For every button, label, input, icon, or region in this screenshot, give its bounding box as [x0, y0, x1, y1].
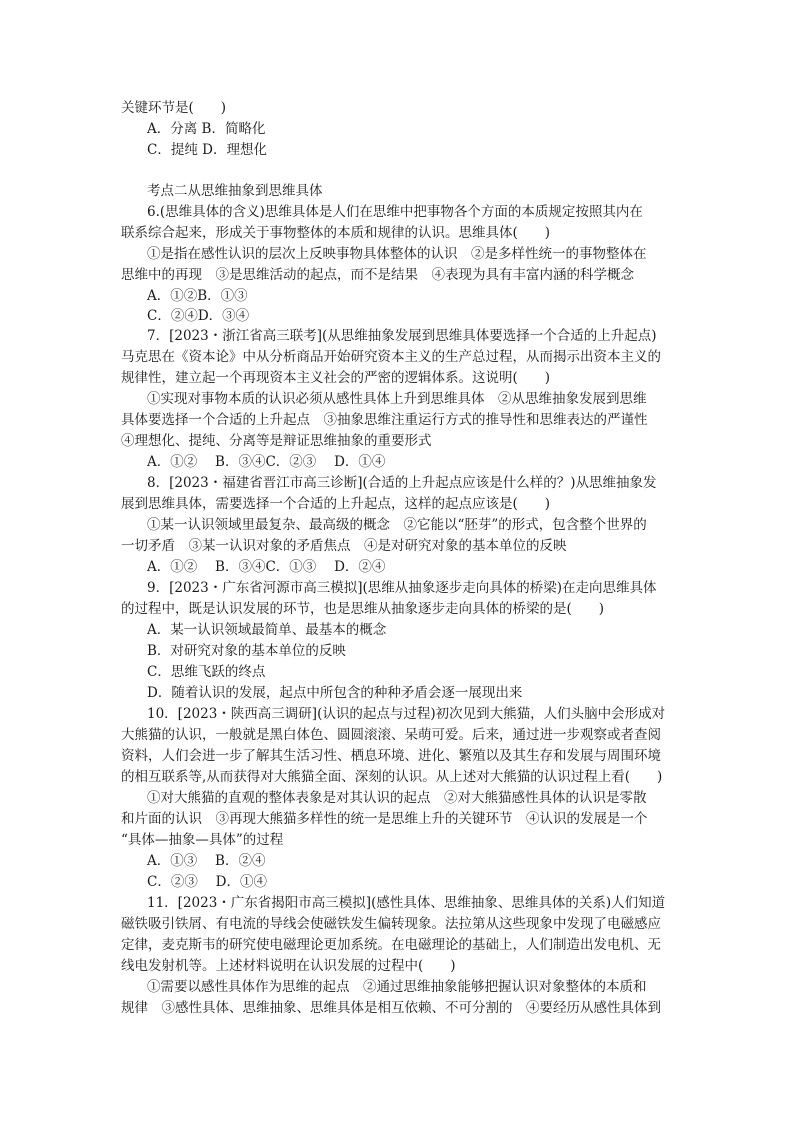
question-11-line: 11．[2023・广东省揭阳市高三模拟](感性具体、思维抽象、思维具体的关系)人们知道 — [147, 895, 666, 911]
option-d: D．随着认识的发展，起点中所包含的种种矛盾会逐一展现出来 — [147, 685, 523, 701]
question-10-line: 大熊猫的认识，一般就是黑白体色、圆圆滚滚、呆萌可爱。后来，通过进一步观察或者查阅 — [121, 727, 661, 743]
question-9-line: 9．[2023・广东省河源市高三模拟](思维从抽象逐步走向具体的桥梁)在走向思维具体 — [147, 580, 657, 596]
question-10-line: 和片面的认识 ③再现大熊猫多样性的统一是思维上升的关键环节 ④认识的发展是一个 — [121, 811, 648, 827]
option-line: C．提纯 D．理想化 — [147, 142, 267, 158]
section-title: 考点二从思维抽象到思维具体 — [147, 183, 323, 199]
option-b: B．对研究对象的基本单位的反映 — [147, 643, 346, 659]
option-line: A．①② B．③④C．①③ D．②④ — [147, 559, 386, 575]
question-6-line: ①是指在感性认识的层次上反映事物具体整体的认识 ②是多样性统一的事物整体在 — [147, 246, 647, 262]
question-7-line: 7．[2023・浙江省高三联考](从思维抽象发展到思维具体要选择一个合适的上升起点) — [147, 328, 657, 344]
option-line: A．①③ B．②④ — [147, 853, 266, 869]
question-7-line: 规律性，建立起一个再现资本主义社会的严密的逻辑体系。这说明( ) — [121, 370, 551, 386]
question-10-line: 的相互联系等,从而获得对大熊猫全面、深刻的认识。从上述对大熊猫的认识过程上看( ) — [121, 769, 663, 785]
question-8-line: ①某一认识领域里最复杂、最高级的概念 ②它能以“胚芽”的形式，包含整个世界的 — [147, 517, 647, 533]
question-11-line: 线电发射机等。上述材料说明在认识发展的过程中( ) — [121, 958, 456, 974]
question-7-line: 具体要选择一个合适的上升起点 ③抽象思维注重运行方式的推导性和思维表达的严谨性 — [121, 412, 648, 428]
question-10-line: “具体—抽象—具体”的过程 — [121, 832, 284, 848]
question-11-line: 定律，麦克斯韦的研究使电磁理论更加系统。在电磁理论的基础上，人们制造出发电机、无 — [121, 937, 661, 953]
question-10-line: 资料，人们会进一步了解其生活习性、栖息环境、进化、繁殖以及其生存和发展与周围环境 — [121, 748, 661, 764]
question-6-line: 6.(思维具体的含义)思维具体是人们在思维中把事物各个方面的本质规定按照其内在 — [147, 204, 643, 220]
option-c: C．思维飞跃的终点 — [147, 664, 266, 680]
question-7-line: 马克思在《资本论》中从分析商品开始研究资本主义的生产总过程，从而揭示出资本主义的 — [121, 349, 661, 365]
question-7-line: ④理想化、提纯、分离等是辩证思维抽象的重要形式 — [121, 433, 432, 449]
question-7-line: ①实现对事物本质的认识必须从感性具体上升到思维具体 ②从思维抽象发展到思维 — [147, 391, 647, 407]
question-11-line: 规律 ③感性具体、思维抽象、思维具体是相互依赖、不可分割的 ④要经历从感性具体到 — [121, 1000, 661, 1016]
question-6-line: 思维中的再现 ③是思维活动的起点，而不是结果 ④表现为具有丰富内涵的科学概念 — [121, 267, 634, 283]
option-line: C．②④D．③④ — [147, 308, 250, 324]
question-11-line: ①需要以感性具体作为思维的起点 ②通过思维抽象能够把握认识对象整体的本质和 — [147, 979, 647, 995]
question-8-line: 一切矛盾 ③某一认识对象的矛盾焦点 ④是对研究对象的基本单位的反映 — [121, 538, 567, 554]
option-line: A．①②B．①③ — [147, 288, 248, 304]
question-8-line: 8．[2023・福建省晋江市高三诊断](合适的上升起点应该是什么样的？)从思维抽象发 — [147, 475, 657, 491]
option-line: A．①② B．③④C．②③ D．①④ — [147, 454, 386, 470]
option-line: C．②③ D．①④ — [147, 874, 267, 890]
question-10-line: ①对大熊猫的直观的整体表象是对其认识的起点 ②对大熊猫感性具体的认识是零散 — [147, 790, 647, 806]
question-stem-end: 关键环节是( ) — [121, 100, 227, 116]
question-11-line: 磁铁吸引铁屑、有电流的导线会使磁铁发生偏转现象。法拉第从这些现象中发现了电磁感应 — [121, 916, 661, 932]
question-10-line: 10．[2023・陕西高三调研](认识的起点与过程)初次见到大熊猫，人们头脑中会形成对 — [147, 706, 666, 722]
question-9-line: 的过程中，既是认识发展的环节，也是思维从抽象逐步走向具体的桥梁的是( ) — [121, 601, 605, 617]
question-6-line: 联系综合起来，形成关于事物整体的本质和规律的认识。思维具体( ) — [121, 225, 551, 241]
question-8-line: 展到思维具体，需要选择一个合适的上升起点，这样的起点应该是( ) — [121, 496, 551, 512]
option-a: A．某一认识领域最简单、最基本的概念 — [147, 622, 387, 638]
option-line: A．分离 B．简略化 — [147, 121, 266, 137]
